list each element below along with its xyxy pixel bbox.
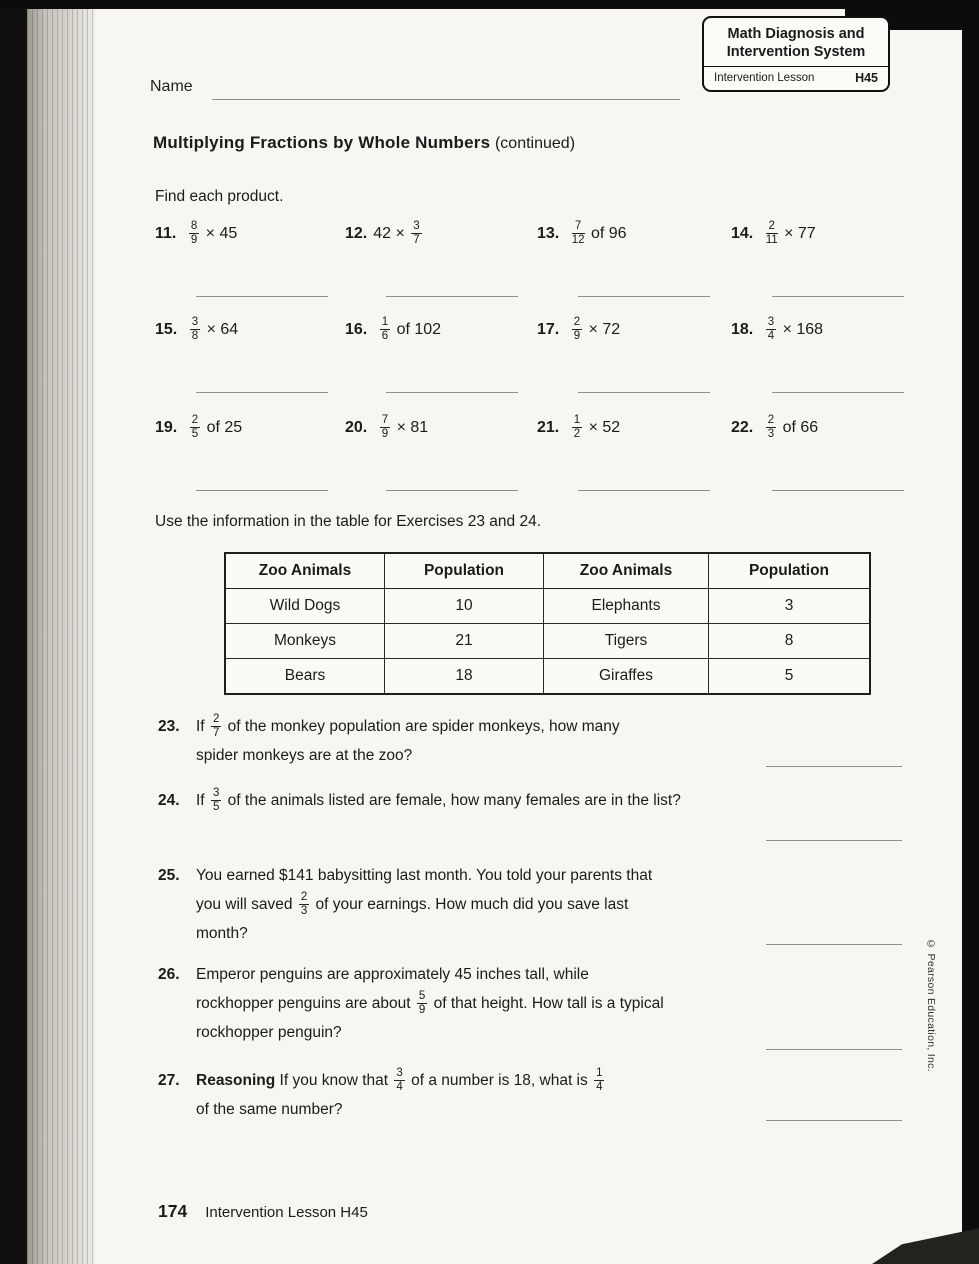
answer-line [386,490,518,491]
problem-18 [731,316,921,343]
fraction-denominator: 9 [573,330,581,343]
problem-row [155,220,935,247]
wp-mid: of the monkey population are spider monkeys, how many spider monkeys are at the zoo? [196,718,620,764]
problem-number: 15. [155,320,178,338]
table-cell: Monkeys [225,624,385,659]
fraction-numerator: 3 [766,316,776,330]
fraction [190,414,200,441]
fraction-numerator: 1 [594,1067,604,1081]
problem-post: × 168 [782,320,824,338]
answer-line [196,392,328,393]
answer-line [766,766,902,767]
fraction-denominator: 4 [596,1081,603,1094]
problem-post: × 45 [205,224,238,242]
problem-post: × 52 [588,418,621,436]
problem-number: 12. [345,224,368,242]
fraction [766,316,776,343]
fraction-denominator: 9 [381,428,389,441]
wp-pre: Emperor penguins are approximately 45 inches tall, while rockhopper penguins are about [196,966,589,1012]
problem-number: 14. [731,224,754,242]
answer-line [766,1120,902,1121]
lesson-label: Intervention Lesson [714,72,815,84]
fraction [572,220,585,247]
fraction [189,220,199,247]
fraction-denominator: 3 [300,905,308,918]
fraction-denominator: 5 [212,801,220,814]
fraction-denominator: 2 [573,428,581,441]
table-cell: Elephants [544,589,709,624]
wp-pre: If you know that [279,1072,389,1089]
wp-pre: You earned $141 babysitting last month. You told your parents that you will saved [196,867,653,913]
scan-corner-bottom-right [872,1226,979,1264]
fraction-numerator: 2 [190,414,200,428]
answer-line [766,1049,902,1050]
table-cell: 8 [709,624,871,659]
fraction [380,316,390,343]
problem-number: 11. [155,224,177,242]
problem-post: × 72 [588,320,621,338]
fraction-denominator: 9 [190,234,198,247]
series-title [704,18,888,67]
fraction-denominator: 12 [571,234,585,247]
problem-19 [155,414,345,441]
table-header-cell: Zoo Animals [225,553,385,589]
problem-20 [345,414,537,441]
fraction-denominator: 11 [765,234,778,247]
footer-lesson-label: Intervention Lesson H45 [205,1204,368,1221]
problem-number: 26. [158,966,180,983]
problem-number: 16. [345,320,368,338]
series-title-line1: Math Diagnosis and [727,26,865,42]
wp-bold-label: Reasoning [196,1072,276,1089]
fraction-denominator: 7 [212,727,220,740]
problem-number: 17. [537,320,560,338]
table-cell: Tigers [544,624,709,659]
fraction-denominator: 9 [418,1004,426,1017]
problem-post: × 81 [396,418,429,436]
scan-edge-right [962,0,979,1264]
fraction [211,787,221,814]
word-problem-text [196,712,648,770]
page-title-continued: (continued) [494,135,576,152]
fraction-numerator: 2 [572,316,582,330]
fraction [572,414,582,441]
fraction [190,316,200,343]
word-problem-23 [158,712,648,770]
table-header-cell: Population [385,553,544,589]
table-header-cell: Population [709,553,871,589]
wp-mid: of your earnings. How much did you save last month? [196,896,629,942]
fraction [411,220,421,247]
fraction-numerator: 1 [380,316,390,330]
fraction [594,1067,604,1094]
fraction-numerator: 3 [211,787,221,801]
page-footer [158,1201,368,1222]
table-cell: 18 [385,659,544,695]
problem-number: 25. [158,867,180,884]
wp-mid: of that height. How tall is a typical rockhopper penguin? [196,995,664,1041]
wp-post: of the same number? [196,1101,343,1118]
lesson-code: H45 [855,71,878,85]
page-number: 174 [158,1201,188,1221]
scan-edge-top [0,0,979,9]
fraction [211,713,221,740]
problem-post: of 25 [206,418,243,436]
problem-13 [537,220,731,247]
answer-line [578,490,710,491]
word-problem-27 [158,1066,616,1124]
problem-number: 27. [158,1072,180,1089]
problem-number: 19. [155,418,178,436]
word-problem-text [196,1066,616,1124]
answer-row [155,392,935,393]
problem-21 [537,414,731,441]
name-blank-line [212,99,680,100]
answer-line [766,944,902,945]
fraction-numerator: 2 [766,220,778,234]
table-cell: Giraffes [544,659,709,695]
zoo-table [224,552,871,695]
fraction [417,990,427,1017]
problem-row [155,316,935,343]
wp-mid: of a number is 18, what is [411,1072,588,1089]
answer-line [578,392,710,393]
answer-line [772,392,904,393]
answer-line [386,392,518,393]
table-cell: 3 [709,589,871,624]
problem-17 [537,316,731,343]
page-title: Multiplying Fractions by Whole Numbers [153,133,491,152]
fraction-numerator: 7 [380,414,390,428]
table-cell: 10 [385,589,544,624]
fraction-numerator: 3 [190,316,200,330]
fraction-numerator: 8 [189,220,199,234]
fraction [766,414,776,441]
fraction-numerator: 3 [394,1067,404,1081]
fraction-numerator: 3 [411,220,421,234]
problem-number: 20. [345,418,368,436]
problem-16 [345,316,537,343]
answer-line [766,840,902,841]
problem-post: of 102 [396,320,442,338]
name-label: Name [150,78,193,95]
word-problem-25 [158,861,666,948]
word-problem-text [196,861,666,948]
fraction-numerator: 2 [766,414,776,428]
fraction-denominator: 6 [381,330,389,343]
answer-row [155,490,935,491]
word-problem-text [196,960,666,1047]
problem-pre: 42 × [373,224,405,242]
answer-line [772,490,904,491]
fraction [572,316,582,343]
fraction [766,220,778,247]
answer-line [386,296,518,297]
problem-post: × 64 [206,320,239,338]
fraction-denominator: 7 [413,234,420,247]
answer-row [155,296,935,297]
series-title-line2: Intervention System [726,44,866,60]
problem-22 [731,414,921,441]
answer-line [196,490,328,491]
answer-line [578,296,710,297]
word-problem-text [196,786,688,815]
table-row [225,624,870,659]
problem-11 [155,220,345,247]
problem-row [155,414,935,441]
problem-12 [345,220,537,247]
table-cell: Bears [225,659,385,695]
fraction-denominator: 5 [191,428,199,441]
answer-line [772,296,904,297]
book-spine [0,0,27,1264]
table-row [225,659,870,695]
word-problem-26 [158,960,666,1047]
fraction [380,414,390,441]
fraction-denominator: 3 [767,428,775,441]
problem-15 [155,316,345,343]
problem-number: 13. [537,224,560,242]
answer-line [196,296,328,297]
wp-mid: of the animals listed are female, how many females are in the list? [227,792,681,809]
fraction-numerator: 5 [417,990,427,1004]
table-header-row [225,553,870,589]
fraction-denominator: 4 [396,1081,403,1094]
problem-post: of 66 [782,418,819,436]
fraction-denominator: 8 [191,330,199,343]
table-header-cell: Zoo Animals [544,553,709,589]
problem-number: 23. [158,718,180,735]
book-page-edges [27,0,95,1264]
fraction [299,891,309,918]
fraction-numerator: 2 [299,891,309,905]
fraction-numerator: 2 [211,713,221,727]
fraction-denominator: 4 [767,330,775,343]
copyright-text: © Pearson Education, Inc. [925,938,937,1072]
problem-number: 18. [731,320,754,338]
wp-pre: If [196,718,205,735]
fraction-numerator: 7 [572,220,585,234]
problem-number: 24. [158,792,180,809]
instructions: Find each product. [155,188,284,205]
problem-14 [731,220,921,247]
table-intro: Use the information in the table for Exercises 23 and 24. [155,513,541,530]
table-row [225,589,870,624]
problem-post: of 96 [590,224,627,242]
table-cell: Wild Dogs [225,589,385,624]
problem-number: 22. [731,418,754,436]
word-problem-24 [158,786,688,815]
wp-pre: If [196,792,205,809]
problem-number: 21. [537,418,560,436]
table-cell: 21 [385,624,544,659]
fraction [394,1067,404,1094]
problem-post: × 77 [784,224,816,242]
lesson-header-box [702,16,890,92]
fraction-numerator: 1 [572,414,582,428]
table-cell: 5 [709,659,871,695]
